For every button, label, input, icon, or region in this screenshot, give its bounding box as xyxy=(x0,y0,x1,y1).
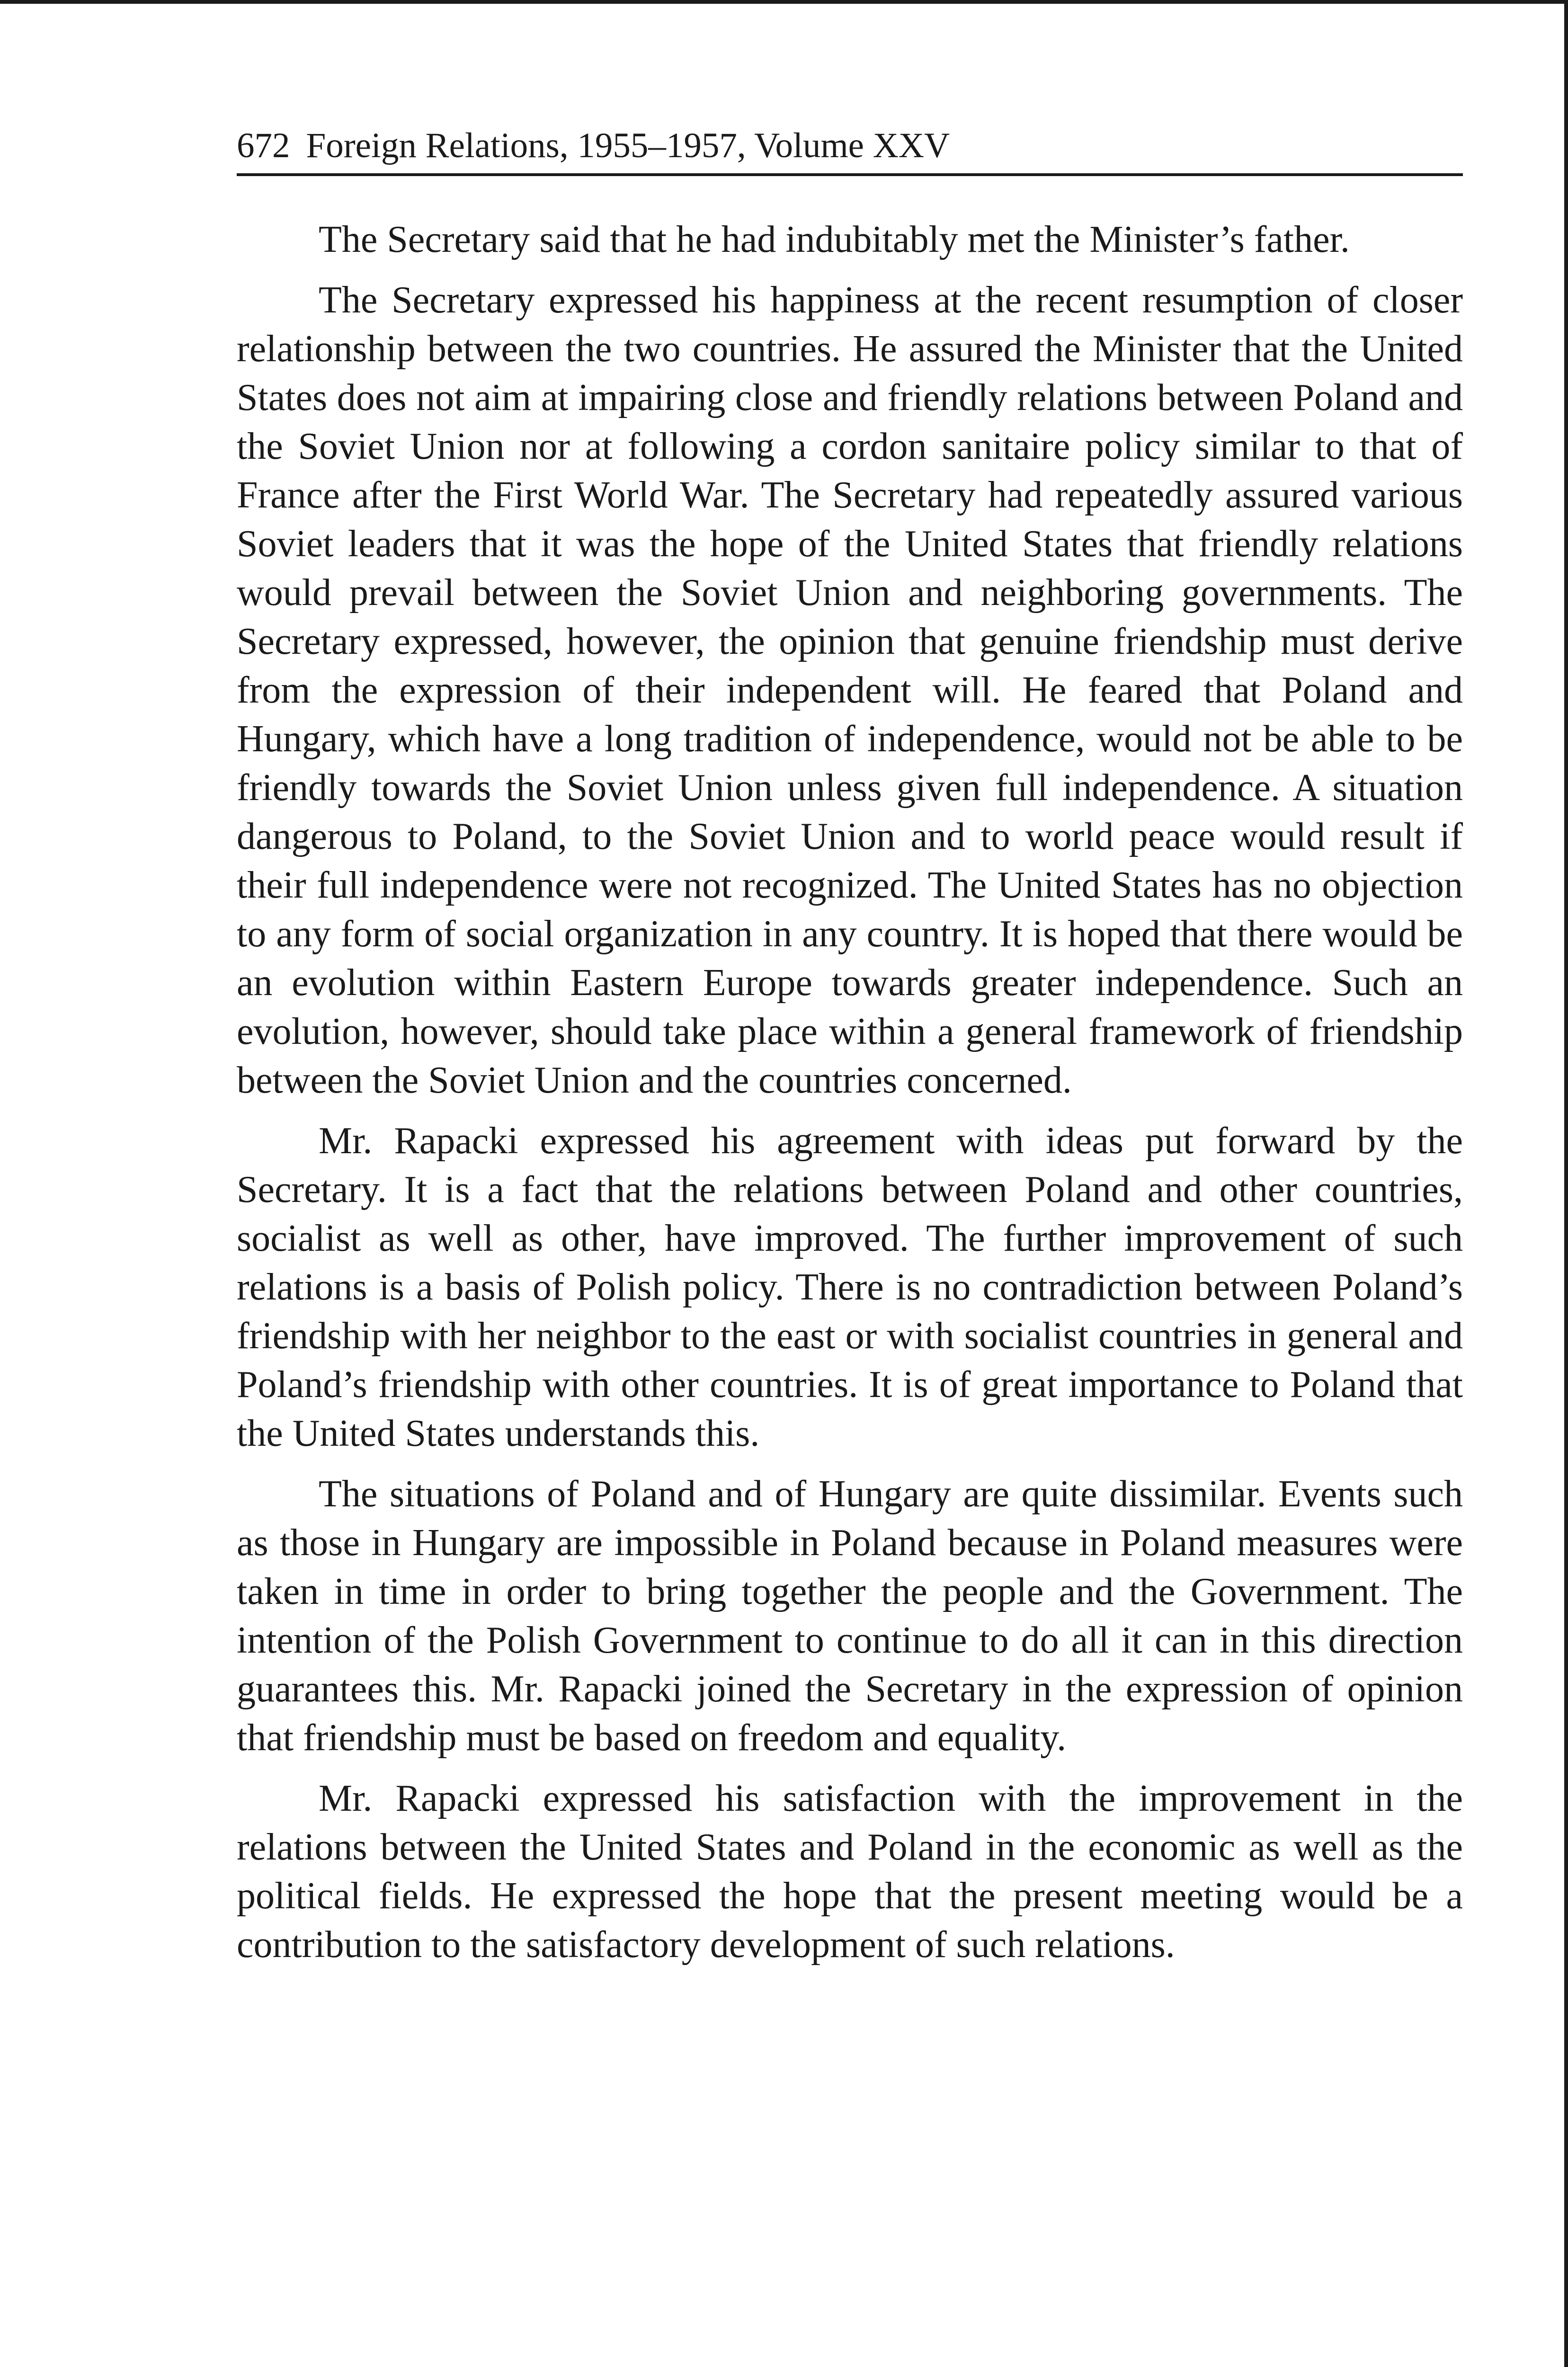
body-text xyxy=(237,215,1463,1981)
running-header xyxy=(237,118,1463,176)
paragraph-2: The Secretary expressed his happiness at the recent resumption of closer relationship between the two countries. He assured the Minister that the United States does not aim at impairing close and friendly relations between Poland and the Soviet Union nor at following a cordon sanitaire policy similar to that of France after the First World War. The Secretary had repeatedly assured various Soviet leaders that it was the hope of the United States that friendly relations would prevail between the Soviet Union and neighboring governments. The Secretary expressed, however, the opinion that genuine friendship must derive from the expression of their independent will. He feared that Poland and Hungary, which have a long tradition of independence, would not be able to be friendly towards the Soviet Union unless given full independence. A situation dangerous to Poland, to the Soviet Union and to world peace would result if their full independence were not recognized. The United States has no objection to any form of social organization in any country. It is hoped that there would be an evolution within Eastern Europe towards greater independence. Such an evolution, however, should take place within a general framework of friendship between the Soviet Union and the countries concerned. xyxy=(237,279,1463,1101)
paragraph-4: The situations of Poland and of Hungary are quite dissimilar. Events such as those in Hungary are impossible in Poland because in Poland measures were taken in time in order to bring together the people and the Government. The intention of the Polish Government to continue to do all it can in this direction guarantees this. Mr. Rapacki joined the Secretary in the expression of opinion that friendship must be based on freedom and equality. xyxy=(237,1473,1463,1759)
paragraph-3: Mr. Rapacki expressed his agreement with ideas put forward by the Secretary. It is a fact that the relations between Poland and other countries, socialist as well as other, have improved. The further improvement of such relations is a basis of Polish policy. There is no contradiction between Poland’s friendship with her neighbor to the east or with socialist countries in general and Poland’s friendship with other countries. It is of great importance to Poland that the United States understands this. xyxy=(237,1120,1463,1454)
page-right-border xyxy=(1564,0,1568,2367)
page-top-border xyxy=(0,0,1568,4)
page-number: 672 xyxy=(237,126,290,165)
paragraph-1: The Secretary said that he had indubitably met the Minister’s father. xyxy=(319,219,1350,260)
running-title: Foreign Relations, 1955–1957, Volume XXV xyxy=(306,126,950,165)
paragraph-5: Mr. Rapacki expressed his satisfaction with the improvement in the relations between the United States and Poland in the economic as well as the political fields. He expressed the hope that the present meeting would be a contribution to the satisfactory development of such relations. xyxy=(237,1778,1463,1966)
